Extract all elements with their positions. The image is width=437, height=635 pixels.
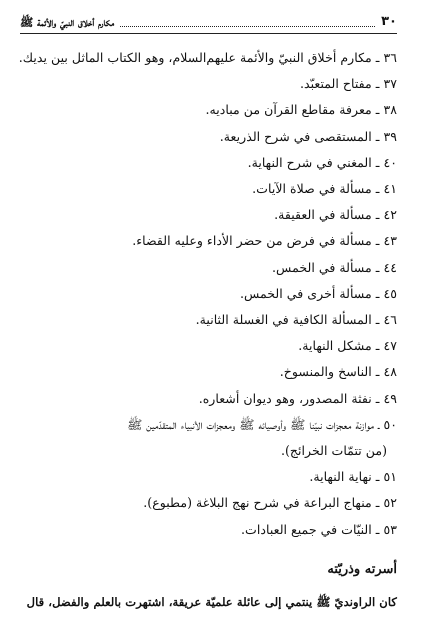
list-item: ٤٤ ـ مسألة في الخمس. — [272, 259, 397, 275]
list-item-continuation: (من تتمّات الخرائج). — [281, 443, 387, 459]
page-number: ٣٠ — [381, 14, 397, 29]
list-item: ٤٢ ـ مسألة في العقيقة. — [274, 207, 397, 223]
list-item: ٤٣ ـ مسألة في فرض من حضر الأداء وعليه القضاء. — [132, 233, 397, 249]
list-item: ٥٢ ـ منهاج البراعة في شرح نهج البلاغة (مطبوع). — [143, 495, 397, 511]
list-item: ٣٦ ـ مكارم أخلاق النبيّ والأئمة عليهم‌السلام، وهو الكتاب الماثل بين يديك. — [18, 50, 397, 65]
list-item: ٤٨ ـ الناسخ والمنسوخ. — [279, 364, 397, 380]
list-item: ٤٥ ـ مسألة أخرى في الخمس. — [239, 285, 397, 301]
works-list — [20, 45, 397, 543]
list-item: ٣٩ ـ المستقصى في شرح الذريعة. — [219, 128, 397, 144]
page-header — [20, 12, 397, 30]
list-item: ٣٧ ـ مفتاح المتعبّد. — [299, 76, 397, 92]
list-item: ٤٦ ـ المسألة الكافية في الغسلة الثانية. — [195, 312, 397, 328]
list-item: ٥٠ ـ موازنة معجزات نبيّنا ﷺ وأوصيائه ﷺ ومعجزات الأنبياء المتقدّمين ﷺ — [127, 416, 397, 432]
section-heading: أسرته وذريّته — [327, 562, 397, 577]
list-item: ٥١ ـ نهاية النهاية. — [309, 469, 397, 485]
header-rule — [20, 33, 397, 34]
list-item: ٥٣ ـ النيّات في جميع العبادات. — [241, 521, 397, 537]
header-dotted-leader — [120, 26, 375, 27]
list-item: ٤٧ ـ مشكل النهاية. — [298, 338, 397, 354]
list-item: ٣٨ ـ معرفة مقاطع القرآن من مباديه. — [205, 102, 397, 118]
list-item: ٤١ ـ مسألة في صلاة الآيات. — [252, 181, 397, 197]
running-title: مكارم أخلاق النبيّ والأئمة ﷺ — [20, 16, 115, 29]
body-paragraph: كان الراونديّ ﷺ ينتمي إلى عائلة علميّة عريقة، اشتهرت بالعلم والفضل، قال — [26, 595, 397, 609]
list-item: ٤٩ ـ نفثة المصدور، وهو ديوان أشعاره. — [198, 390, 397, 406]
list-item: ٤٠ ـ المغني في شرح النهاية. — [247, 154, 397, 170]
